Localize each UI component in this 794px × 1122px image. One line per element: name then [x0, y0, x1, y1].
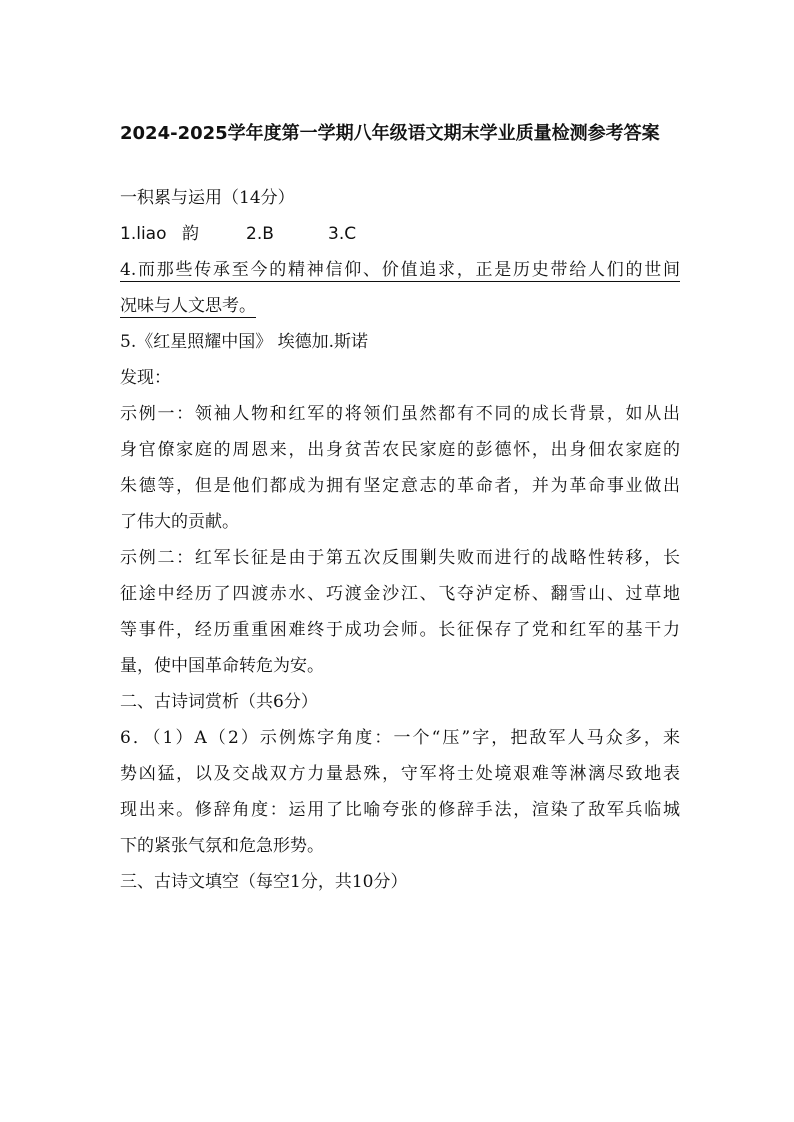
discover-label: 发现：	[120, 368, 171, 388]
q6-answer-line: 势凶猛，以及交战双方力量悬殊，守军将士处境艰难等淋漓尽致地表	[120, 764, 680, 784]
section3-heading: 三、古诗文填空（每空1分，共10分）	[120, 872, 408, 892]
example-2-line: 等事件，经历重重困难终于成功会师。长征保存了党和红军的基干力	[120, 620, 680, 640]
document-title: 2024-2025学年度第一学期八年级语文期末学业质量检测参考答案	[120, 123, 660, 144]
q5-answer: 5.《红星照耀中国》 埃德加.斯诺	[120, 332, 369, 352]
document-body	[120, 180, 680, 900]
example-2	[120, 540, 680, 684]
section1-heading: 一积累与运用（14分）	[120, 188, 295, 208]
example-1-line: 示例一：领袖人物和红军的将领们虽然都有不同的成长背景，如从出	[120, 404, 680, 424]
answers-q1-q3	[120, 216, 680, 252]
q4-answer-line-1: 4.而那些传承至今的精神信仰、价值追求，正是历史带给人们的世间	[120, 260, 680, 280]
q2-answer: 2.B	[246, 224, 274, 244]
q3-answer: 3.C	[328, 224, 357, 244]
example-2-line: 示例二：红军长征是由于第五次反围剿失败而进行的战略性转移，长	[120, 548, 680, 568]
example-1	[120, 396, 680, 540]
section2-heading: 二、古诗词赏析（共6分）	[120, 692, 318, 712]
q6-answer	[120, 720, 680, 864]
q6-answer-line: 6．（1）A（2）示例炼字角度：一个“压”字，把敌军人马众多，来	[120, 728, 680, 748]
q6-answer-line: 现出来。修辞角度：运用了比喻夸张的修辞手法，渲染了敌军兵临城	[120, 800, 680, 820]
example-2-line: 征途中经历了四渡赤水、巧渡金沙江、飞夺泸定桥、翻雪山、过草地	[120, 584, 680, 604]
example-1-line: 朱德等，但是他们都成为拥有坚定意志的革命者，并为革命事业做出	[120, 476, 680, 496]
q1-answer-pinyin: 1.liao	[120, 224, 167, 244]
q6-answer-line: 下的紧张气氛和危急形势。	[120, 836, 324, 856]
q4-answer-line-2: 况味与人文思考。	[120, 296, 256, 316]
example-1-line: 了伟大的贡献。	[120, 512, 239, 532]
example-1-line: 身官僚家庭的周恩来，出身贫苦农民家庭的彭德怀，出身佃农家庭的	[120, 440, 680, 460]
example-2-line: 量，使中国革命转危为安。	[120, 656, 324, 676]
q1-answer-char: 韵	[182, 224, 199, 244]
